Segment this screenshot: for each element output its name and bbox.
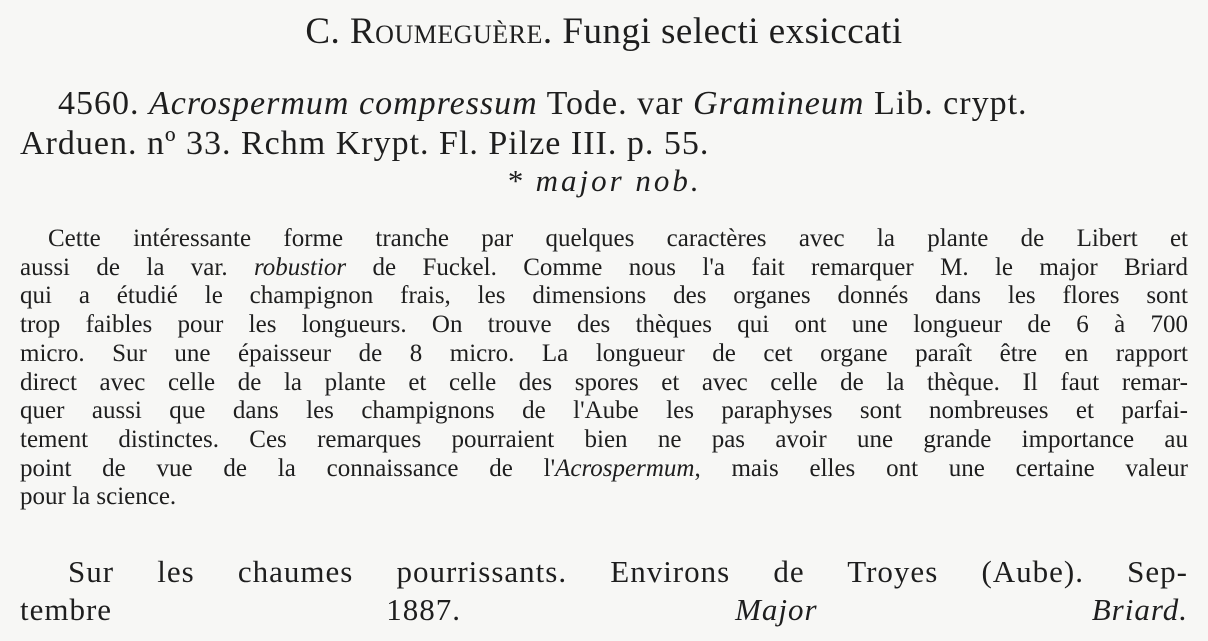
species-name: Acrospermum compressum [149,85,538,122]
variety-reference: robustior [254,253,347,281]
text-run: aussi de la var. [20,253,228,281]
entry-number: 4560. [58,85,140,122]
series-title: Fungi selecti exsiccati [562,11,903,52]
description-line: trop faibles pour les longueurs. On trouve des thèques qui ont une longueur de 6 à 700 [20,311,1188,339]
citation-part-1: Lib. crypt. [873,85,1028,122]
description-line: quer aussi que dans les champignons de l'Aube les paraphyses sont nombreuses et parfai- [20,397,1188,425]
description-line: tement distinctes. Ces remarques pourraient bien ne pas avoir une grande importance au [20,425,1188,453]
description-line [20,455,1188,484]
author-initial: C. [305,11,341,52]
description-line [20,254,1188,283]
text-run: , mais elles ont une certaine valeur [694,454,1189,482]
description-line: direct avec celle de la plante et celle des spores et avec celle de la thèque. Il faut remar- [20,368,1188,396]
variety-name: Gramineum [693,85,865,122]
habitat-line: Sur les chaumes pourrissants. Environs de Troyes (Aube). Sep- [68,554,1188,589]
habitat-line [20,591,1188,629]
description-line: Cette intéressante forme tranche par quelques caractères avec la plante de Libert et [48,225,1188,252]
text-run: point de vue de la connaissance de l' [20,454,556,482]
species-authority: Tode. var [546,85,684,122]
text-run: de Fuckel. Comme nous l'a fait remarquer M. le major Briard [372,253,1188,281]
page-title [0,10,1208,53]
habitat-date: tembre 1887. [20,592,461,627]
citation-line: Arduen. nº 33. Rchm Krypt. Fl. Pilze III. p. 55. [20,125,710,162]
sub-variety: * major nob. [506,163,702,198]
description-line: pour la science. [20,483,177,511]
collector-name: Major Briard. [735,592,1189,627]
description-line: micro. Sur une épaisseur de 8 micro. La longueur de cet organe paraît être en rapport [20,339,1188,367]
author-name: Roumeguère. [350,11,553,52]
entry-heading [58,85,1168,123]
description-line: qui a étudié le champignon frais, les dimensions des organes donnés dans les flores sont [20,282,1188,310]
habitat-paragraph [20,553,1188,629]
description-paragraph [20,225,1188,512]
genus-reference: Acrospermum [555,454,695,482]
